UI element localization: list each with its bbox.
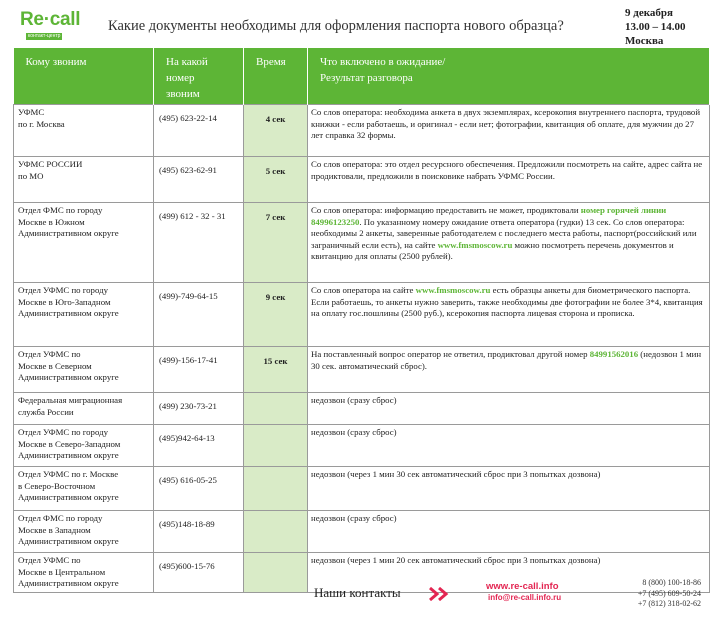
result-cell: На поставленный вопрос оператор не ответил, продиктовал другой номер 84991562016 (недозвон 1 мин 30 сек. автоматический сброс).	[308, 347, 710, 393]
org-cell: Федеральная миграционная служба России	[14, 393, 154, 425]
result-cell: Со слов оператора на сайте www.fmsmoscow.ru есть образцы анкеты для биометрического паспорта. Если работаешь, то анкеты нужно заверить, также необходимы две фотографии не более 3*4, квитанция на оплату гос.пошлины (2500 руб.), ксерокопия паспорта лицевая сторона и прописка.	[308, 283, 710, 347]
table-row	[14, 203, 710, 283]
header-time: Время	[244, 48, 308, 105]
calls-table	[13, 48, 710, 593]
website-link[interactable]: www.re-call.info	[486, 581, 559, 592]
phone-cell: (495) 616-05-25	[154, 467, 244, 511]
date-block	[625, 6, 686, 48]
table-row	[14, 467, 710, 511]
time-range: 13.00 – 14.00	[625, 21, 686, 33]
time-cell: 7 сек	[244, 203, 308, 283]
logo-subtitle: контакт-центр	[28, 33, 61, 39]
org-cell: УФМС РОССИИ по МО	[14, 157, 154, 203]
org-cell: УФМС по г. Москва	[14, 105, 154, 157]
phone-cell: (499)-749-64-15	[154, 283, 244, 347]
phone-cell: (499)-156-17-41	[154, 347, 244, 393]
result-cell: недозвон (через 1 мин 30 сек автоматический сброс при 3 попытках дозвона)	[308, 467, 710, 511]
phone-link[interactable]: 84991562016	[589, 349, 639, 359]
date: 9 декабря	[625, 7, 673, 19]
phone-cell: (495) 623-22-14	[154, 105, 244, 157]
table-row	[14, 283, 710, 347]
time-cell: 9 сек	[244, 283, 308, 347]
time-cell	[244, 553, 308, 593]
result-cell: недозвон (через 1 мин 20 сек автоматический сброс при 3 попытках дозвона)	[308, 553, 710, 593]
phone-cell: (495)148-18-89	[154, 511, 244, 553]
email-link[interactable]: info@re-call.info.ru	[488, 593, 562, 602]
website-link[interactable]: www.fmsmoscow.ru	[437, 239, 513, 250]
result-cell: Со слов оператора: информацию предоставить не может, продиктовали номер горячей линии 84996123250. По указанному номеру ожидание ответа оператора (гудки) 13 сек. Со слов оператора: необходимы 2 анкеты, заверенные работодателем с последнего места работы, паспорт(российский или заграничный если есть), на сайте www.fmsmoscow.ru можно посмотреть перечень документов и квитанцию для оплаты (2500 рублей).	[308, 203, 710, 283]
hotline-link[interactable]: номер горячей линии 84996123250	[311, 205, 667, 227]
phone-cell: (499) 612 - 32 - 31	[154, 203, 244, 283]
time-cell: 15 сек	[244, 347, 308, 393]
table-row	[14, 105, 710, 157]
table-header-row	[14, 48, 710, 105]
phone-2: +7 (495) 609-50-24	[637, 588, 701, 598]
contacts-label: Наши контакты	[314, 585, 401, 600]
time-cell	[244, 393, 308, 425]
logo-text: Re·call	[20, 9, 81, 30]
result-cell: недозвон (сразу сброс)	[308, 511, 710, 553]
header-org: Кому звоним	[14, 48, 154, 105]
city: Москва	[625, 35, 664, 47]
org-cell: Отдел УФМС по г. Москве в Северо-Восточном Административном округе	[14, 467, 154, 511]
table-row	[14, 157, 710, 203]
phone-cell: (495)942-64-13	[154, 425, 244, 467]
org-cell: Отдел УФМС по Москве в Северном Административном округе	[14, 347, 154, 393]
result-cell: недозвон (сразу сброс)	[308, 425, 710, 467]
header-result: Что включено в ожидание/ Результат разговора	[308, 48, 710, 105]
time-cell	[244, 511, 308, 553]
table-body	[14, 105, 710, 593]
table-row	[14, 511, 710, 553]
phone-3: +7 (812) 318-02-62	[637, 599, 701, 608]
org-cell: Отдел ФМС по городу Москве в Южном Административном округе	[14, 203, 154, 283]
org-cell: Отдел УФМС по городу Москве в Юго-Западном Административном округе	[14, 283, 154, 347]
org-cell: Отдел УФМС по Москве в Центральном Административном округе	[14, 553, 154, 593]
phone-cell: (495) 623-62-91	[154, 157, 244, 203]
org-cell: Отдел УФМС по городу Москве в Северо-Западном Административном округе	[14, 425, 154, 467]
result-cell: Со слов оператора: необходима анкета в двух экземплярах, ксерокопия внутреннего паспорта, трудовой книжки - если работаешь, и оригинал - если нет; фотографии, квитанция об оплате, для мужчин до 27 лет справка 32 формы.	[308, 105, 710, 157]
time-cell: 4 сек	[244, 105, 308, 157]
page-title: Какие документы необходимы для оформления паспорта нового образца?	[108, 18, 564, 34]
time-cell	[244, 467, 308, 511]
phone-1: 8 (800) 100-18-86	[642, 578, 701, 587]
contact-phones	[615, 578, 701, 610]
time-cell	[244, 425, 308, 467]
result-cell: недозвон (сразу сброс)	[308, 393, 710, 425]
time-cell: 5 сек	[244, 157, 308, 203]
table-row	[14, 393, 710, 425]
table-row	[14, 425, 710, 467]
double-chevron-right-icon	[428, 587, 452, 601]
header-phone: На какой номер звоним	[154, 48, 244, 105]
table-row	[14, 347, 710, 393]
phone-cell: (495)600-15-76	[154, 553, 244, 593]
org-cell: Отдел ФМС по городу Москве в Западном Административном округе	[14, 511, 154, 553]
website-link[interactable]: www.fmsmoscow.ru	[415, 285, 491, 295]
phone-cell: (499) 230-73-21	[154, 393, 244, 425]
result-cell: Со слов оператора: это отдел ресурсного обеспечения. Предложили посмотреть на сайте, адрес сайта не продиктовали, предложили в поисковике набрать УФМС России.	[308, 157, 710, 203]
